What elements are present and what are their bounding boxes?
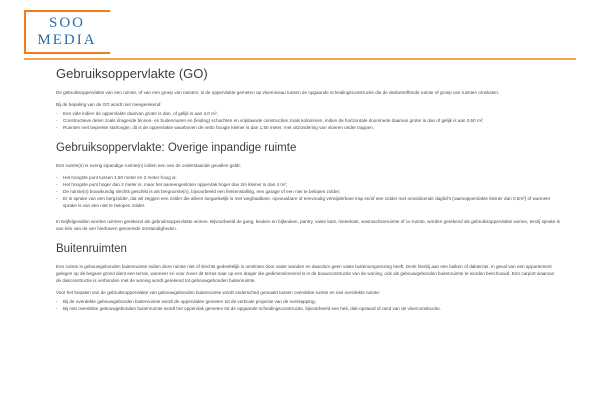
logo-line-2: MEDIA [37,32,97,48]
logo-frame [24,10,110,54]
section-3-paragraph-1: Een ruimte is gebouwgebonden buitenruimte indien deze ruimte niet of slechts gedeeltelijk is omsloten door vaste wanden en daardoor geen vaste buitenomgrenzing heeft. Denk hierbij aan een balkon of dakterras. In geval van een appartement gelegen op de begane grond dient een terras, wanneer en voor zover dit terras naar op een drager die gedimensioneerd is in de bouwconstructie van de woning, ook als gebouwgebonden buitenruimte te worden beschouwd. Een carport waarvan de dakconstructie is verbonden met de woning wordt gerekend tot gebouwgebonden buitenruimte. [56,263,555,283]
list-item: - Een vide indien de oppervlakte daarvan groter is dan, of gelijk is aan 4,0 m²; [56,110,560,117]
section-2-heading: Gebruiksoppervlakte: Overige inpandige ruimte [56,142,297,155]
list-item: - Bij de overdekte gebouwgebonden buitenruimte wordt de oppervlakte gemeten tot de verticale projectie van de overkapping; [56,298,560,305]
list-item: - Het hoogste punt hoger dan 2 meter is, maar het aaneengesloten oppervlak hoger dan 2m kleiner is dan 4 m²; [56,181,560,188]
section-2-bullet-list [56,174,560,210]
company-logo [24,10,110,54]
document-content [56,66,560,317]
section-2-closing: In twijfelgevallen worden ruimten gerekend als gebruiksoppervlakte wonen. Bijvoorbeeld de gang, keuken en bijkeuken, pantry, vaste kast, meterkast, wasmachineruimte of cv-ruimte, worden gerekend als gebruiksoppervlakte wonen, tenzij sprake is van één van de vier hierboven genoemde omstandigheden. [56,218,560,231]
section-2-intro: Een ruimte(n) is overig inpandige ruimte(n) indien een van de onderstaande gevallen geldt: [56,162,241,168]
list-item: - De ruimte(n) bouwkundig slechts geschikt is als bergruimte(n), bijvoorbeeld een fietsenstalling, een garage of een niet te belopen zolder; [56,188,560,195]
section-1-bullet-list [56,110,560,131]
section-3-paragraph-2: Voor het bepalen van de gebruiksoppervlakte van gebouwgebonden buitenruimte wordt ondersched gemaakt tussen overdekte ruimte en niet overdekte ruimte: [56,289,381,295]
list-item: - Er is sprake van een bergzolder, dat wil zeggen een zolder die alleen toegankelijk is met weghaalbare, opvouwbare of eenvoudig verwijderbare trap en/of een zolder met onvoldoende daglicht (raamoppervlakte kleiner dan 0,5m²) of wanneer sprake is van een niet te belopen zolder. [56,195,560,209]
list-item: - Ruimten met beperkte stahoogte; dit is de oppervlakte waarboven de netto hoogte kleiner is dan 1,50 meter, met uitzondering van vloeren onder trappen. [56,124,560,131]
section-1-paragraph-1: De gebruiksoppervlakte van een ruimte, of van een groep van ruimten, is de oppervlakte gemeten op vloerniveau tussen de opgaande scheidingsconstructie die de desbetreffende ruimte of groep van ruimten omsluiten. [56,89,500,95]
section-1-heading: Gebruiksoppervlakte (GO) [56,66,208,81]
section-1-paragraph-2: Bij de bepaling van de GO wordt niet meegerekend: [56,101,162,107]
logo-text [24,10,110,54]
logo-line-1: SOO [48,15,85,31]
header-divider [24,58,576,60]
section-3-heading: Buitenruimten [56,242,127,255]
list-item: - Constructieve delen zoals dragende binnen- en buitenmuren en (leiding) schachten en vrijstaande constructies zoals kolommen, indien de horizontale doorsnede daarvan groter is dan of gelijk is aan 0,50 m²; [56,117,560,124]
section-3-bullet-list [56,298,560,312]
list-item: - Het hoogste punt tussen 1,50 meter en 2 meter hoog is; [56,174,560,181]
list-item: - Bij niet overdekte gebouwgebonden buitenruimte wordt het oppervlak gemeten tot de opgaande scheidingsconstructie, bijvoorbeeld een hek, dak-opstand of rand van de vloerconstructie. [56,305,560,312]
